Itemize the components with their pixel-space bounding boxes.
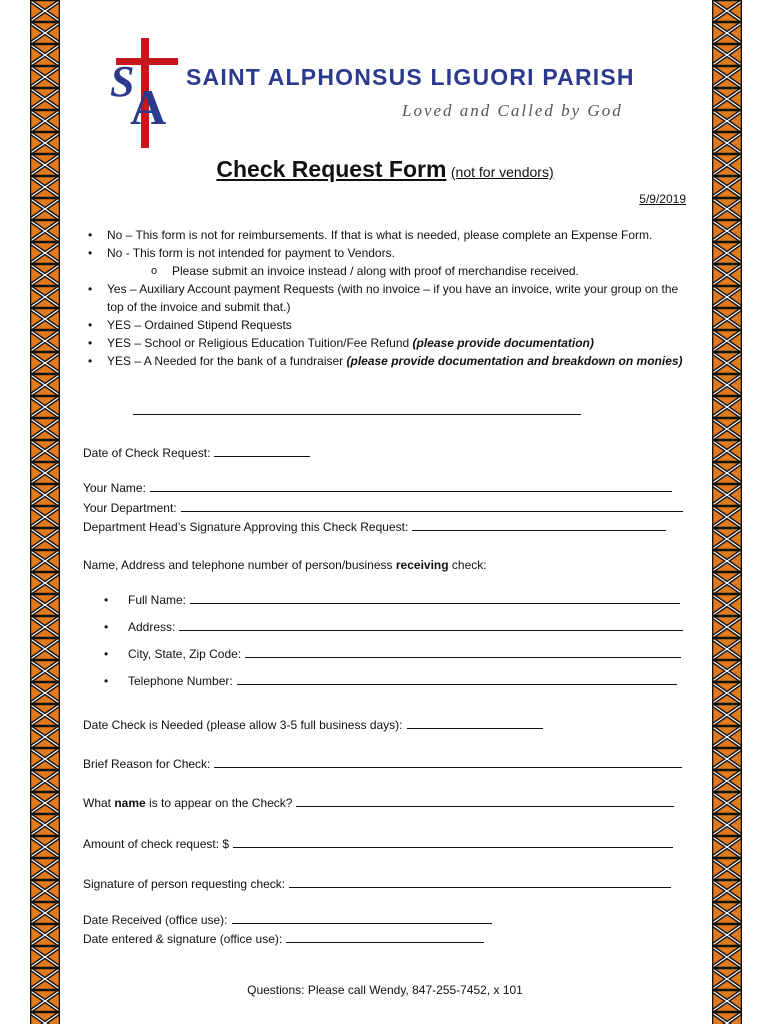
full-name-field[interactable]: • Full Name: (104, 593, 680, 607)
address-field[interactable]: • Address: (104, 620, 683, 634)
date-entered-field[interactable]: Date entered & signature (office use): (83, 932, 484, 946)
list-item: • YES – School or Religious Education Tuition/Fee Refund (please provide documentation) (83, 334, 693, 352)
dept-head-signature-input[interactable] (412, 520, 666, 531)
city-state-zip-input[interactable] (245, 647, 681, 658)
address-input[interactable] (179, 620, 683, 631)
instructions-list (83, 226, 693, 370)
form-title-main: Check Request Form (216, 156, 447, 182)
list-item: • No - This form is not intended for payment to Vendors. (83, 244, 693, 262)
footer-questions: Questions: Please call Wendy, 847-255-7452, x 101 (247, 983, 523, 997)
parish-logo (108, 38, 188, 148)
amount-field[interactable]: Amount of check request: $ (83, 837, 673, 851)
list-item: o Please submit an invoice instead / along with proof of merchandise received. (83, 262, 693, 280)
form-date: 5/9/2019 (639, 192, 686, 206)
full-name-input[interactable] (190, 593, 680, 604)
date-of-request-field[interactable]: Date of Check Request: (83, 446, 310, 460)
name-on-check-input[interactable] (296, 796, 674, 807)
city-state-zip-field[interactable]: • City, State, Zip Code: (104, 647, 681, 661)
name-on-check-field[interactable]: What name is to appear on the Check? (83, 796, 674, 810)
brief-reason-input[interactable] (214, 757, 682, 768)
dept-head-signature-field[interactable]: Department Head’s Signature Approving this Check Request: (83, 520, 666, 534)
amount-input[interactable] (233, 837, 673, 848)
decorative-border-right (712, 0, 742, 1024)
date-needed-field[interactable]: Date Check is Needed (please allow 3-5 full business days): (83, 718, 543, 732)
list-item: • YES – Ordained Stipend Requests (83, 316, 693, 334)
decorative-border-left (30, 0, 60, 1024)
your-department-input[interactable] (181, 501, 683, 512)
form-title (0, 156, 770, 183)
list-item: • Yes – Auxiliary Account payment Requests (with no invoice – if you have an invoice, write your group on the top of the invoice and submit that.) (83, 280, 693, 316)
your-name-field[interactable]: Your Name: (83, 481, 672, 495)
date-entered-input[interactable] (286, 932, 484, 943)
payee-intro: Name, Address and telephone number of person/business receiving check: (83, 558, 487, 572)
date-received-field[interactable]: Date Received (office use): (83, 913, 492, 927)
svg-text:A: A (130, 79, 167, 135)
requester-signature-input[interactable] (289, 877, 671, 888)
your-department-field[interactable]: Your Department: (83, 501, 683, 515)
list-item: • YES – A Needed for the bank of a fundraiser (please provide documentation and breakdown on monies) (83, 352, 693, 370)
svg-text:S: S (110, 57, 135, 106)
date-of-request-input[interactable] (214, 446, 310, 457)
date-received-input[interactable] (232, 913, 492, 924)
telephone-field[interactable]: • Telephone Number: (104, 674, 677, 688)
brief-reason-field[interactable]: Brief Reason for Check: (83, 757, 682, 771)
parish-name: SAINT ALPHONSUS LIGUORI PARISH (186, 64, 635, 90)
parish-tagline: Loved and Called by God (402, 101, 623, 120)
date-needed-input[interactable] (407, 718, 543, 729)
list-item: • No – This form is not for reimbursements. If that is what is needed, please complete an Expense Form. (83, 226, 693, 244)
requester-signature-field[interactable]: Signature of person requesting check: (83, 877, 671, 891)
telephone-input[interactable] (237, 674, 677, 685)
your-name-input[interactable] (150, 481, 672, 492)
separator-line (133, 414, 581, 415)
form-title-sub: (not for vendors) (450, 164, 554, 180)
